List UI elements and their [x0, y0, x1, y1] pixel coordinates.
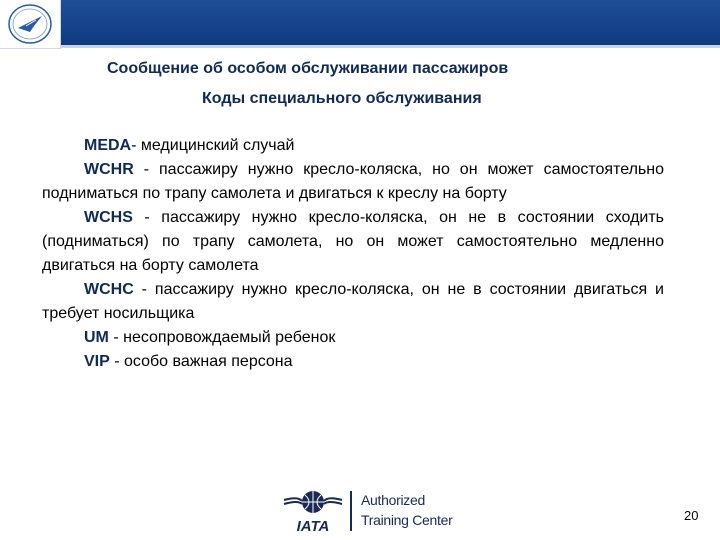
header-band — [0, 0, 720, 45]
code-label: WCHC — [84, 281, 134, 298]
header-rule — [0, 45, 720, 48]
code-entry-um — [42, 326, 664, 350]
plane-emblem-icon — [6, 2, 54, 46]
iata-globe-icon — [284, 491, 342, 513]
code-entry-meda — [42, 134, 664, 158]
code-description: - пассажиру нужно кресло-коляска, он не в состоянии двигаться и требует носильщика — [42, 281, 664, 322]
page-number: 20 — [684, 508, 699, 523]
code-entry-vip — [42, 350, 664, 374]
code-label: MEDA — [84, 137, 132, 154]
footer-tagline-training-center: Training Center — [361, 512, 453, 528]
code-label: UM — [84, 329, 109, 346]
code-description: - особо важная персона — [109, 353, 293, 370]
header-logo — [0, 0, 61, 49]
code-description: - несопровождаемый ребенок — [108, 329, 336, 346]
code-label: WCHS — [84, 209, 133, 226]
code-label: VIP — [84, 353, 110, 370]
footer-tagline-authorized: Authorized — [361, 492, 425, 508]
code-description: - пассажиру нужно кресло-коляска, он не в состоянии сходить (подниматься) по трапу самолета, но он может самостоятельно медленно двигаться на борту самолета — [42, 209, 664, 274]
code-label: WCHR — [84, 161, 134, 178]
code-entry-wchc — [42, 278, 664, 326]
codes-list — [42, 134, 664, 374]
page-title: Сообщение об особом обслуживании пассажиров — [107, 60, 509, 77]
code-description: - медицинский случай — [131, 137, 295, 154]
iata-logo — [280, 488, 346, 534]
code-entry-wchs — [42, 206, 664, 278]
code-entry-wchr — [42, 158, 664, 206]
iata-wordmark: IATA — [296, 518, 330, 534]
code-description: - пассажиру нужно кресло-коляска, но он может самостоятельно подниматься по трапу самолета и двигаться к креслу на борту — [42, 161, 664, 202]
footer-divider — [350, 491, 352, 531]
page-subtitle: Коды специального обслуживания — [202, 90, 482, 107]
